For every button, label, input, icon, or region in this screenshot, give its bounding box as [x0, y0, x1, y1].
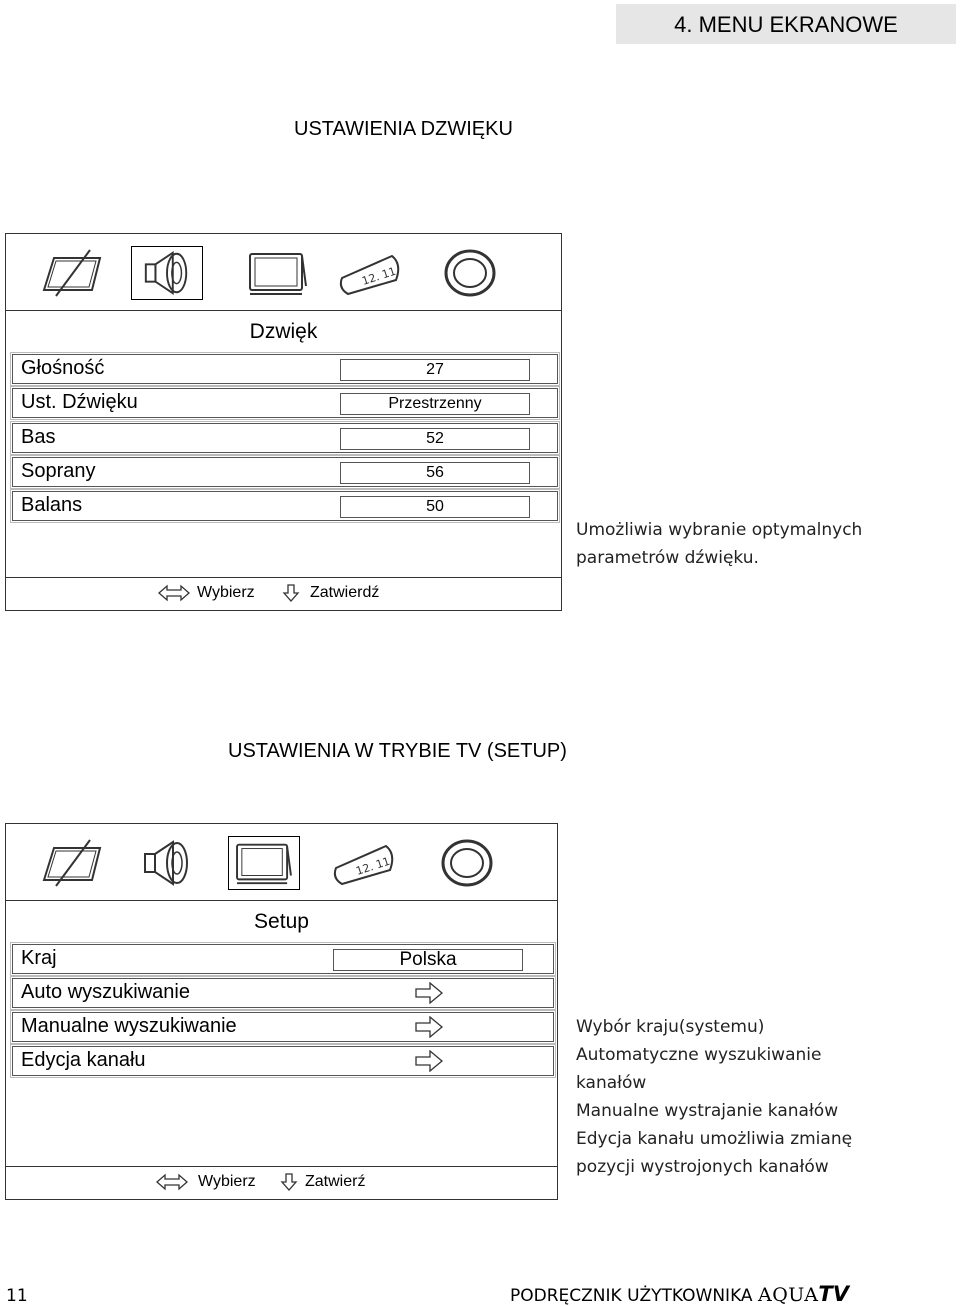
svg-text:12. 11: 12. 11	[354, 854, 392, 878]
select-hint: Wybierz	[197, 584, 255, 601]
disc-icon[interactable]	[434, 246, 506, 300]
country-label: Kraj	[21, 947, 57, 969]
setup-description-line-6: pozycji wystrojonych kanałów	[576, 1157, 829, 1177]
brand-logo-aqua: AQUA	[757, 1284, 819, 1306]
select-hint: Wybierz	[198, 1173, 256, 1190]
left-right-arrow-icon	[158, 584, 190, 602]
treble-value: 56	[340, 462, 530, 484]
clock-icon[interactable]	[336, 246, 408, 300]
sound-description	[576, 516, 862, 572]
svg-text:12. 11: 12. 11	[360, 264, 398, 288]
channel-edit-row[interactable]	[12, 1046, 554, 1076]
tv-screen-icon[interactable]	[242, 246, 314, 300]
osd-icon-bar	[6, 824, 557, 901]
sound-description-line-2: parametrów dźwięku.	[576, 548, 759, 568]
down-arrow-icon	[280, 1173, 298, 1191]
auto-search-row[interactable]	[12, 978, 554, 1008]
balance-label: Balans	[21, 494, 83, 516]
chapter-header: 4. MENU EKRANOWE	[616, 4, 956, 44]
confirm-hint: Zatwierź	[305, 1173, 366, 1190]
setup-menu-title: Setup	[254, 910, 309, 933]
page-number: 11	[6, 1286, 28, 1306]
manual-footer	[510, 1282, 849, 1306]
sound-mode-label: Ust. Dźwięku	[21, 391, 138, 413]
sound-menu-title: Dzwięk	[249, 320, 318, 343]
bass-value: 52	[340, 428, 530, 450]
setup-description-line-2: Automatyczne wyszukiwanie	[576, 1045, 822, 1065]
bass-row[interactable]	[12, 423, 558, 453]
manual-search-label: Manualne wyszukiwanie	[21, 1015, 237, 1037]
osd-icon-bar	[6, 234, 561, 311]
tv-screen-icon[interactable]	[228, 836, 300, 890]
right-arrow-icon	[415, 1050, 443, 1072]
confirm-hint: Zatwierdź	[310, 584, 380, 601]
setup-osd-footer	[6, 1166, 557, 1199]
brand-logo-tv: TV	[818, 1282, 849, 1306]
setup-description-line-1: Wybór kraju(systemu)	[576, 1017, 765, 1037]
country-row[interactable]	[12, 944, 554, 974]
manual-title: PODRĘCZNIK UŻYTKOWNIKA	[510, 1286, 753, 1306]
bass-label: Bas	[21, 426, 56, 448]
setup-section-title: USTAWIENIA W TRYBIE TV (SETUP)	[228, 740, 567, 762]
left-right-arrow-icon	[156, 1173, 188, 1191]
sound-mode-row[interactable]	[12, 388, 558, 418]
setup-description-line-5: Edycja kanału umożliwia zmianę	[576, 1129, 853, 1149]
manual-search-row[interactable]	[12, 1012, 554, 1042]
disc-icon[interactable]	[431, 836, 503, 890]
picture-icon[interactable]	[34, 246, 106, 300]
treble-label: Soprany	[21, 460, 96, 482]
volume-row[interactable]	[12, 354, 558, 384]
sound-mode-value: Przestrzenny	[340, 393, 530, 415]
setup-description-line-4: Manualne wystrajanie kanałów	[576, 1101, 839, 1121]
balance-value: 50	[340, 496, 530, 518]
setup-description-line-3: kanałów	[576, 1073, 647, 1093]
setup-description	[576, 1013, 852, 1181]
picture-icon[interactable]	[34, 836, 106, 890]
balance-row[interactable]	[12, 491, 558, 521]
clock-icon[interactable]	[330, 836, 402, 890]
sound-osd-footer	[6, 577, 561, 610]
treble-row[interactable]	[12, 457, 558, 487]
setup-osd-menu	[5, 823, 558, 1200]
volume-value: 27	[340, 359, 530, 381]
down-arrow-icon	[282, 584, 300, 602]
channel-edit-label: Edycja kanału	[21, 1049, 146, 1071]
volume-label: Głośność	[21, 357, 105, 379]
sound-osd-menu	[5, 233, 562, 611]
speaker-icon[interactable]	[131, 836, 203, 890]
right-arrow-icon	[415, 982, 443, 1004]
country-value: Polska	[333, 949, 523, 971]
sound-description-line-1: Umożliwia wybranie optymalnych	[576, 520, 863, 540]
right-arrow-icon	[415, 1016, 443, 1038]
sound-section-title: USTAWIENIA DZWIĘKU	[294, 118, 513, 140]
auto-search-label: Auto wyszukiwanie	[21, 981, 190, 1003]
speaker-icon[interactable]	[131, 246, 203, 300]
